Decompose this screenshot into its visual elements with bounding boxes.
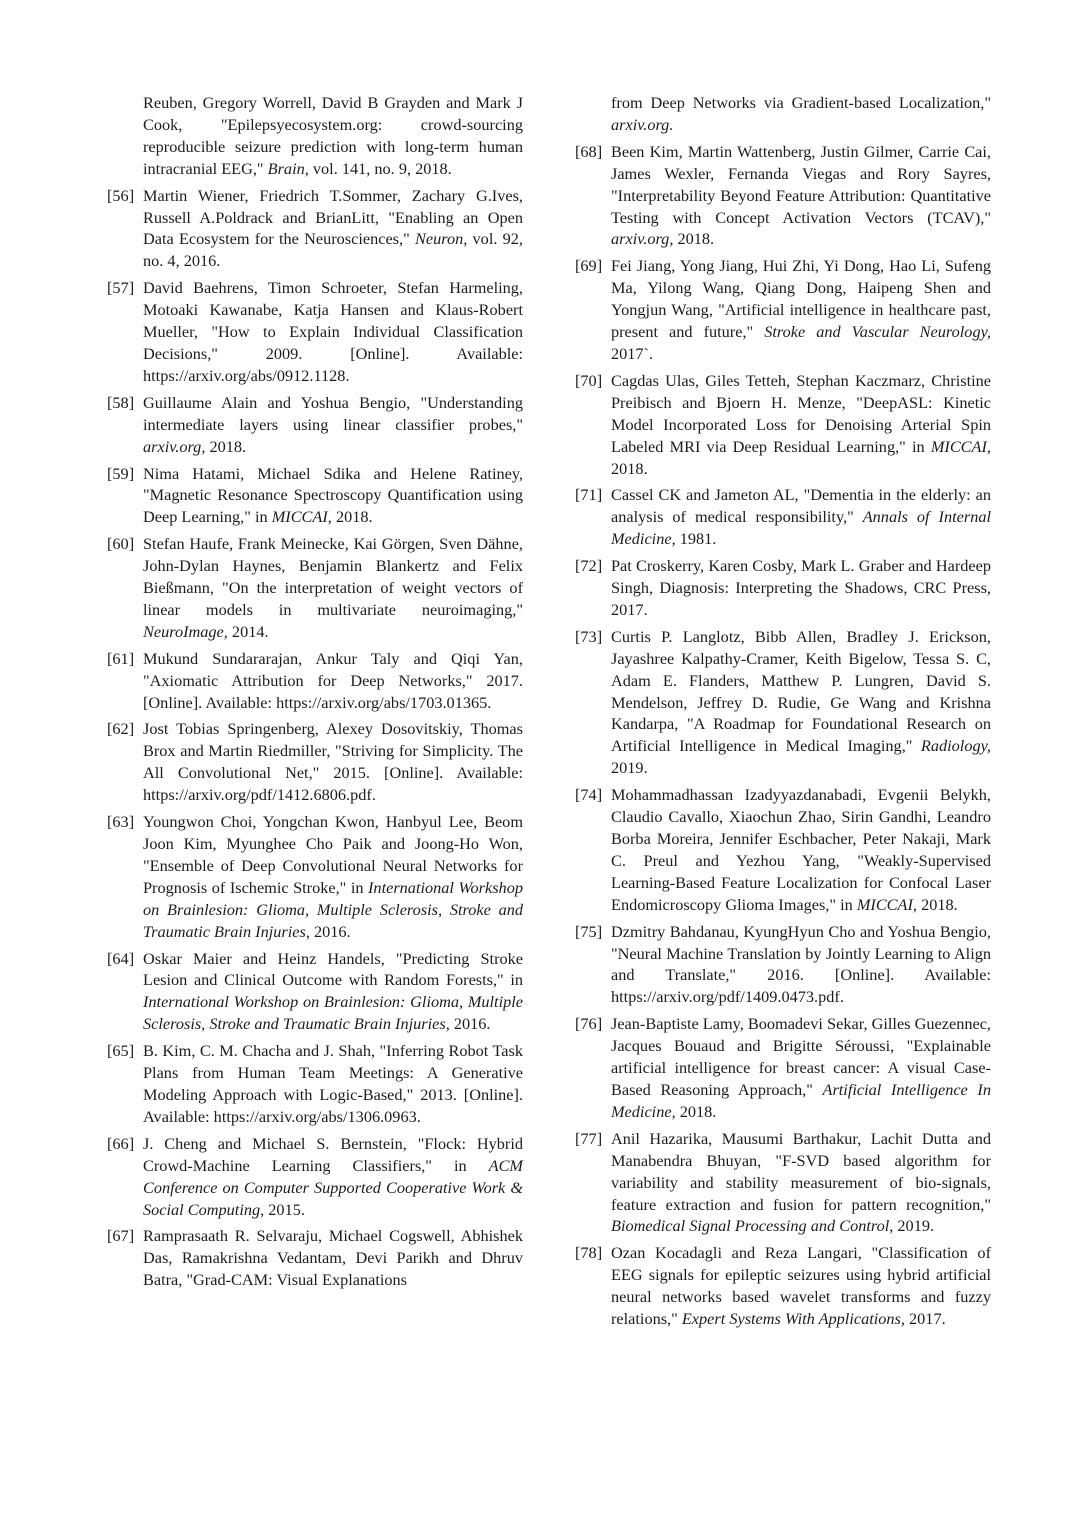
reference-segment: J. Cheng and Michael S. Bernstein, "Flock: Hybrid Crowd-Machine Learning Classifiers," in <box>143 1133 523 1175</box>
reference-segment: 2017`. <box>611 343 654 363</box>
reference-text <box>143 534 523 641</box>
reference-number: [72] <box>575 556 603 576</box>
reference-segment: , 2016. <box>445 1014 491 1034</box>
reference-text <box>143 278 523 385</box>
reference-segment: Been Kim, Martin Wattenberg, Justin Gilmer, Carrie Cai, James Wexler, Fernanda Viegas and Rory Sayres, "Interpretability Beyond Feature Attribution: Quantitative Testing with Concept Activation Vectors (TCAV)," <box>611 141 991 227</box>
reference-segment: 2019. <box>893 1216 935 1236</box>
reference-text <box>143 1134 523 1219</box>
reference-number: [67] <box>107 1226 135 1246</box>
reference-segment: Reuben, Gregory Worrell, David B Grayden and Mark J Cook, "Epilepsyecosystem.org: crowd-sourcing reproducible seizure prediction with long-term human intracranial EEG," <box>143 93 523 178</box>
reference-segment: Pat Croskerry, Karen Cosby, Mark L. Graber and Hardeep Singh, Diagnosis: Interpreting the Shadows, CRC Press, 2017. <box>611 556 991 619</box>
reference-segment: David Baehrens, Timon Schroeter, Stefan Harmeling, Motoaki Kawanabe, Katja Hansen and Klaus-Robert Mueller, "How to Explain Individual Classification Decisions," 2009. [Online]. Available: https://arxiv.org/abs/0912.1128. <box>143 278 523 385</box>
reference-text <box>611 627 991 777</box>
reference-segment: Jean-Baptiste Lamy, Boomadevi Sekar, Gilles Guezennec, Jacques Bouaud and Brigitte Séroussi, "Explainable artificial intelligence for breast cancer: A visual Case-Based Reasoning Approach," <box>611 1014 991 1099</box>
reference-venue: Biomedical Signal Processing and Control, <box>611 1216 894 1236</box>
reference-segment: Ramprasaath R. Selvaraju, Michael Cogswell, Abhishek Das, Ramakrishna Vedantam, Devi Parikh and Dhruv Batra, "Grad-CAM: Visual Explanations <box>143 1226 523 1290</box>
reference-number: [76] <box>575 1014 603 1034</box>
reference-segment: Mukund Sundararajan, Ankur Taly and Qiqi Yan, "Axiomatic Attribution for Deep Networks," 2017. [Online]. Available: https://arxiv.org/abs/1703.01365. <box>143 648 523 712</box>
reference-number: [66] <box>107 1133 135 1153</box>
reference-number: [77] <box>575 1128 603 1148</box>
reference-venue: arxiv.org, <box>611 229 674 249</box>
reference-entry <box>107 463 523 529</box>
reference-text <box>611 371 991 478</box>
reference-text <box>611 1014 991 1121</box>
reference-number: [57] <box>107 278 135 298</box>
reference-segment: Ozan Kocadagli and Reza Langari, "Classification of EEG signals for epileptic seizures using hybrid artificial neural networks based wavelet transforms and fuzzy relations," <box>611 1243 991 1329</box>
reference-venue: MICCAI <box>856 894 913 914</box>
reference-entry <box>107 185 523 273</box>
reference-number: [73] <box>575 626 603 646</box>
reference-number: [69] <box>575 256 603 276</box>
reference-entry <box>575 141 991 251</box>
reference-text <box>611 485 991 548</box>
reference-segment: Oskar Maier and Heinz Handels, "Predicting Stroke Lesion and Clinical Outcome with Random Forests," in <box>143 948 523 990</box>
reference-text <box>143 393 523 456</box>
reference-segment: 2018. <box>205 436 247 456</box>
reference-number: [71] <box>575 485 603 505</box>
reference-text <box>143 719 523 804</box>
reference-segment: , 2018. <box>327 507 373 527</box>
reference-number: [56] <box>107 185 135 205</box>
reference-segment: vol. 92, no. 4, 2016. <box>143 229 523 271</box>
reference-segment: 2017. <box>904 1309 946 1329</box>
reference-segment: from Deep Networks via Gradient-based Localization," <box>611 93 991 112</box>
reference-number: [58] <box>107 392 135 412</box>
reference-segment: 2019. <box>611 758 648 778</box>
reference-number: [62] <box>107 719 135 739</box>
reference-entry <box>107 648 523 714</box>
reference-text <box>611 922 991 1007</box>
reference-text <box>611 93 991 134</box>
reference-segment: Dzmitry Bahdanau, KyungHyun Cho and Yoshua Bengio, "Neural Machine Translation by Jointly Learning to Align and Translate," 2016. [Online]. Available: https://arxiv.org/pdf/1409.0473.pdf. <box>611 921 991 1007</box>
reference-entry <box>575 921 991 1009</box>
reference-number: [75] <box>575 921 603 941</box>
reference-number: [65] <box>107 1041 135 1061</box>
reference-text <box>143 1041 523 1126</box>
reference-venue: Brain, <box>267 158 309 178</box>
reference-segment: 1981. <box>675 529 717 549</box>
reference-text <box>611 785 991 914</box>
reference-venue: arxiv.org. <box>611 114 674 134</box>
reference-number: [68] <box>575 141 603 161</box>
reference-text <box>611 1243 991 1328</box>
reference-text <box>143 1226 523 1289</box>
reference-venue: NeuroImage, <box>143 621 228 641</box>
reference-venue: ACM Conference on Computer Supported Cooperative Work & Social Computing <box>143 1155 523 1219</box>
reference-continuation <box>575 92 991 136</box>
reference-entry <box>107 1040 523 1128</box>
reference-segment: Fei Jiang, Yong Jiang, Hui Zhi, Yi Dong, Hao Li, Sufeng Ma, Yilong Wang, Qiang Dong, Haipeng Shen and Yongjun Wang, "Artificial intelligence in healthcare past, present and future," <box>611 256 991 342</box>
reference-text <box>143 949 523 1034</box>
reference-segment: Cagdas Ulas, Giles Tetteh, Stephan Kaczmarz, Christine Preibisch and Bjoern H. Menze, "DeepASL: Kinetic Model Incorporated Loss for Denoising Arterial Spin Labeled MRI via Deep Residual Learning," in <box>611 370 991 456</box>
reference-text <box>611 256 991 363</box>
reference-text <box>143 649 523 712</box>
reference-entry <box>575 1013 991 1123</box>
reference-number: [61] <box>107 648 135 668</box>
reference-venue: Neuron, <box>414 229 468 249</box>
reference-segment: Youngwon Choi, Yongchan Kwon, Hanbyul Lee, Beom Joon Kim, Myunghee Cho Paik and Joong-Ho Won, "Ensemble of Deep Convolutional Neural Networks for Prognosis of Ischemic Stroke," in <box>143 812 523 897</box>
reference-segment: Guillaume Alain and Yoshua Bengio, "Understanding intermediate layers using linear classifier probes," <box>143 392 523 434</box>
reference-segment: Mohammadhassan Izadyyazdanabadi, Evgenii Belykh, Claudio Cavallo, Xiaochun Zhao, Sirin Gandhi, Leandro Borba Moreira, Jennifer Eschbacher, Peter Nakaji, Mark C. Preul and Yezhou Yang, "Weakly-Supervised Learning-Based Feature Localization for Confocal Laser Endomicroscopy Glioma Images," in <box>611 785 991 914</box>
reference-entry <box>575 1128 991 1238</box>
reference-segment: Curtis P. Langlotz, Bibb Allen, Bradley J. Erickson, Jayashree Kalpathy-Cramer, Keith Bigelow, Tessa S. C, Adam E. Flanders, Matthew P. Lungren, David S. Mendelson, Jeffrey D. Rudie, Ge Wang and Krishna Kandarpa, "A Roadmap for Foundational Research on Artificial Intelligence in Medical Imaging," <box>611 626 991 756</box>
reference-text <box>611 1129 991 1236</box>
reference-number: [59] <box>107 463 135 483</box>
reference-number: [78] <box>575 1243 603 1263</box>
reference-venue: International Workshop on Brainlesion: Glioma, Multiple Sclerosis, Stroke and Traumatic Brain Injuries <box>143 992 523 1034</box>
reference-number: [63] <box>107 812 135 832</box>
reference-venue: Radiology, <box>920 736 991 756</box>
reference-venue: arxiv.org, <box>143 436 206 456</box>
reference-segment: Martin Wiener, Friedrich T.Sommer, Zachary G.Ives, Russell A.Poldrack and BrianLitt, "Enabling an Open Data Ecosystem for the Neurosciences," <box>143 185 523 249</box>
reference-segment: Jost Tobias Springenberg, Alexey Dosovitskiy, Thomas Brox and Martin Riedmiller, "Striving for Simplicity. The All Convolutional Net," 2015. [Online]. Available: https://arxiv.org/pdf/1412.6806.pdf. <box>143 719 523 805</box>
reference-entry <box>107 277 523 387</box>
reference-text <box>143 812 523 941</box>
reference-segment: , 2018. <box>912 894 958 914</box>
reference-number: [70] <box>575 370 603 390</box>
reference-venue: Stroke and Vascular Neurology, <box>764 322 991 342</box>
reference-segment: 2018. <box>675 1101 717 1121</box>
reference-entry <box>575 370 991 480</box>
reference-entry <box>107 392 523 458</box>
reference-segment: 2014. <box>227 621 269 641</box>
reference-number: [74] <box>575 785 603 805</box>
reference-text <box>143 93 523 178</box>
reference-venue: MICCAI <box>271 507 328 527</box>
reference-number: [60] <box>107 534 135 554</box>
reference-venue: Artificial Intelligence In Medicine, <box>611 1079 991 1121</box>
reference-segment: , 2018. <box>611 436 991 478</box>
reference-venue: International Workshop on Brainlesion: Glioma, Multiple Sclerosis, Stroke and Traumatic Brain Injuries <box>143 877 523 941</box>
reference-entry <box>107 533 523 643</box>
reference-entry <box>575 484 991 550</box>
reference-venue: Expert Systems With Applications, <box>681 1309 905 1329</box>
reference-segment: Nima Hatami, Michael Sdika and Helene Ratiney, "Magnetic Resonance Spectroscopy Quantification using Deep Learning," in <box>143 463 523 527</box>
reference-segment: Cassel CK and Jameton AL, "Dementia in the elderly: an analysis of medical responsibility," <box>611 485 991 527</box>
reference-continuation <box>107 92 523 180</box>
reference-venue: MICCAI <box>930 436 987 456</box>
reference-venue: Annals of Internal Medicine, <box>611 507 991 549</box>
reference-text <box>143 186 523 271</box>
reference-text <box>143 464 523 527</box>
reference-entry <box>575 626 991 779</box>
right-column <box>575 92 991 1335</box>
reference-entry <box>107 1133 523 1221</box>
reference-entry <box>575 1242 991 1330</box>
reference-segment: 2018. <box>673 229 715 249</box>
reference-segment: , 2016. <box>305 921 351 941</box>
reference-segment: Anil Hazarika, Mausumi Barthakur, Lachit Dutta and Manabendra Bhuyan, "F-SVD based algorithm for variability and stability measurement of bio-signals, feature extraction and fusion for pattern recognition," <box>611 1128 991 1214</box>
reference-entry <box>107 948 523 1036</box>
reference-entry <box>107 1225 523 1291</box>
left-column <box>107 92 523 1296</box>
reference-text <box>611 142 991 249</box>
reference-text <box>611 556 991 619</box>
reference-segment: B. Kim, C. M. Chacha and J. Shah, "Inferring Robot Task Plans from Human Team Meetings: A Generative Modeling Approach with Logic-Based," 2013. [Online]. Available: https://arxiv.org/abs/1306.0963. <box>143 1041 523 1126</box>
reference-segment: Stefan Haufe, Frank Meinecke, Kai Görgen, Sven Dähne, John-Dylan Haynes, Benjamin Blankertz and Felix Bießmann, "On the interpretation of weight vectors of linear models in multivariate neuroimaging," <box>143 534 523 619</box>
reference-entry <box>107 718 523 806</box>
reference-number: [64] <box>107 948 135 968</box>
reference-segment: , 2015. <box>260 1199 305 1219</box>
reference-entry <box>107 811 523 942</box>
reference-entry <box>575 555 991 621</box>
reference-segment: vol. 141, no. 9, 2018. <box>308 158 452 178</box>
reference-entry <box>575 255 991 365</box>
reference-entry <box>575 784 991 915</box>
